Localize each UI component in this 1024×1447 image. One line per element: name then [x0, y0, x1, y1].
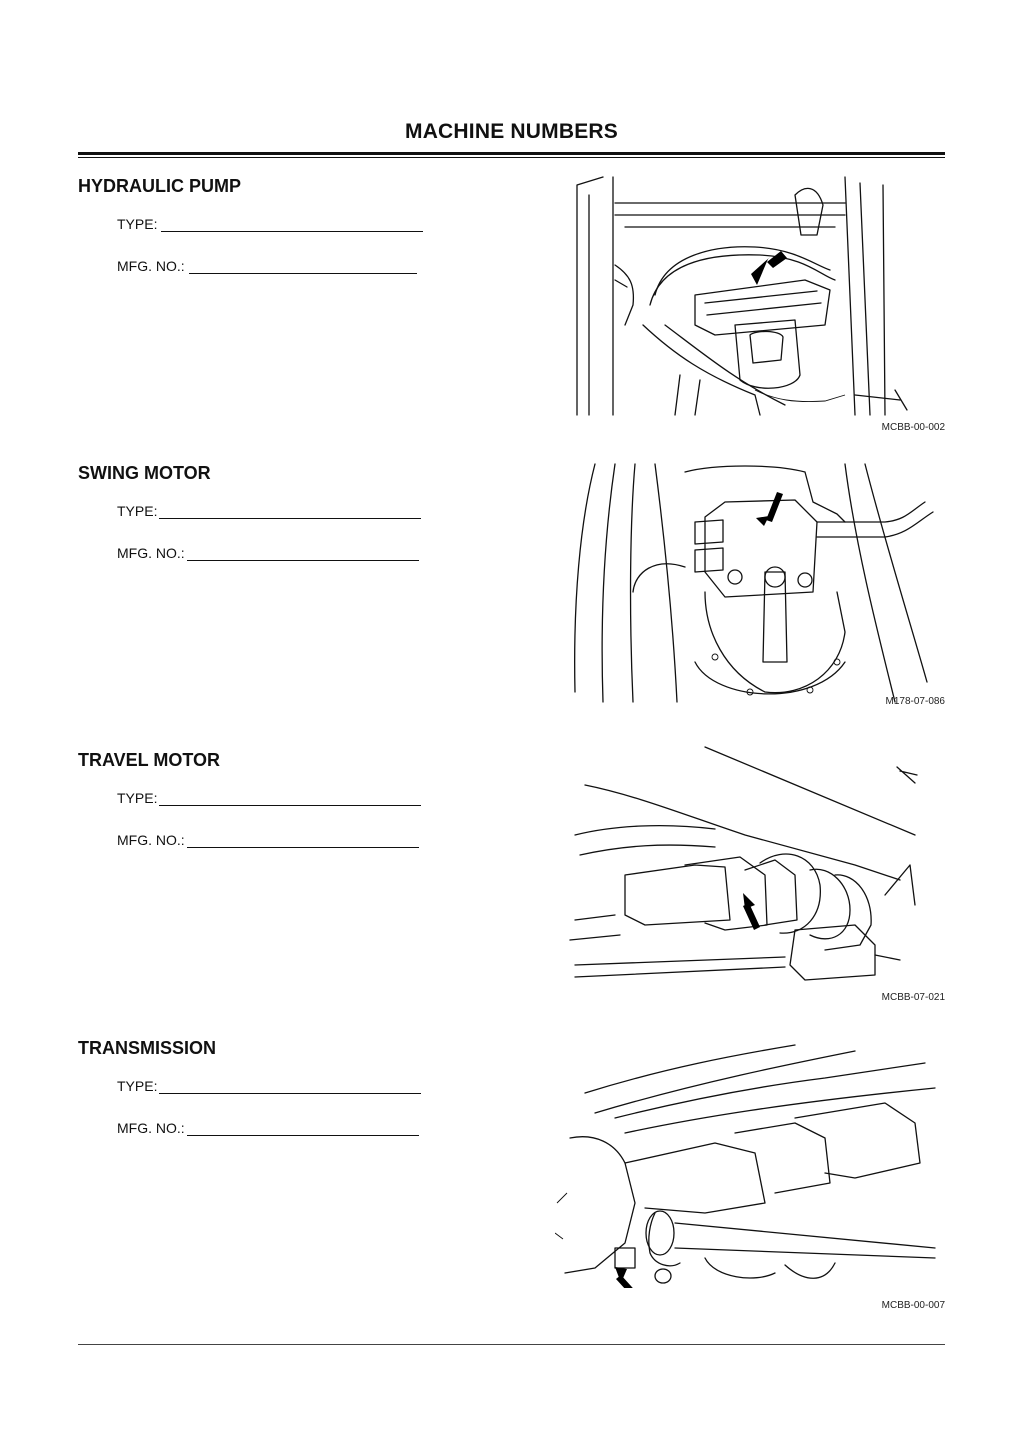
section-title: SWING MOTOR — [78, 463, 211, 483]
figure-caption: MCBB-07-021 — [881, 992, 945, 1003]
title-rule-thin — [78, 157, 945, 158]
hydraulic-pump-illustration — [555, 175, 945, 420]
section-title: TRAVEL MOTOR — [78, 750, 221, 770]
footer-rule — [78, 1344, 945, 1345]
section-title: TRANSMISSION — [78, 1038, 217, 1058]
mfg-label: MFG. NO.: — [117, 832, 185, 848]
section-swing-motor — [78, 463, 498, 723]
figure-hydraulic-pump — [555, 175, 945, 440]
section-transmission — [78, 1038, 498, 1298]
type-label: TYPE: — [117, 790, 158, 806]
figure-caption: M178-07-086 — [885, 696, 945, 707]
type-line[interactable] — [159, 1079, 421, 1094]
type-line[interactable] — [159, 791, 421, 806]
section-hydraulic-pump — [78, 176, 498, 436]
figure-caption: MCBB-00-002 — [881, 422, 945, 433]
section-travel-motor — [78, 750, 498, 1010]
mfg-field[interactable] — [117, 1120, 419, 1136]
mfg-field[interactable] — [117, 258, 417, 274]
mfg-line[interactable] — [187, 1121, 419, 1136]
mfg-label: MFG. NO.: — [117, 258, 185, 274]
type-label: TYPE: — [117, 216, 158, 232]
figure-transmission — [555, 1043, 945, 1311]
mfg-line[interactable] — [187, 546, 419, 561]
mfg-field[interactable] — [117, 545, 419, 561]
type-line[interactable] — [161, 217, 423, 232]
swing-motor-illustration — [555, 462, 945, 707]
type-line[interactable] — [159, 504, 421, 519]
figure-travel-motor — [555, 745, 945, 1010]
transmission-illustration — [555, 1043, 945, 1288]
mfg-label: MFG. NO.: — [117, 545, 185, 561]
mfg-line[interactable] — [187, 833, 419, 848]
type-field[interactable] — [117, 216, 423, 232]
mfg-label: MFG. NO.: — [117, 1120, 185, 1136]
mfg-field[interactable] — [117, 832, 419, 848]
figure-caption: MCBB-00-007 — [881, 1300, 945, 1311]
type-label: TYPE: — [117, 503, 158, 519]
type-field[interactable] — [117, 1078, 421, 1094]
mfg-line[interactable] — [189, 259, 417, 274]
figure-swing-motor — [555, 462, 945, 727]
title-rule — [78, 152, 945, 155]
section-title: HYDRAULIC PUMP — [78, 176, 242, 196]
travel-motor-illustration — [555, 745, 945, 990]
type-field[interactable] — [117, 503, 421, 519]
page-title: MACHINE NUMBERS — [405, 120, 618, 143]
type-label: TYPE: — [117, 1078, 158, 1094]
type-field[interactable] — [117, 790, 421, 806]
